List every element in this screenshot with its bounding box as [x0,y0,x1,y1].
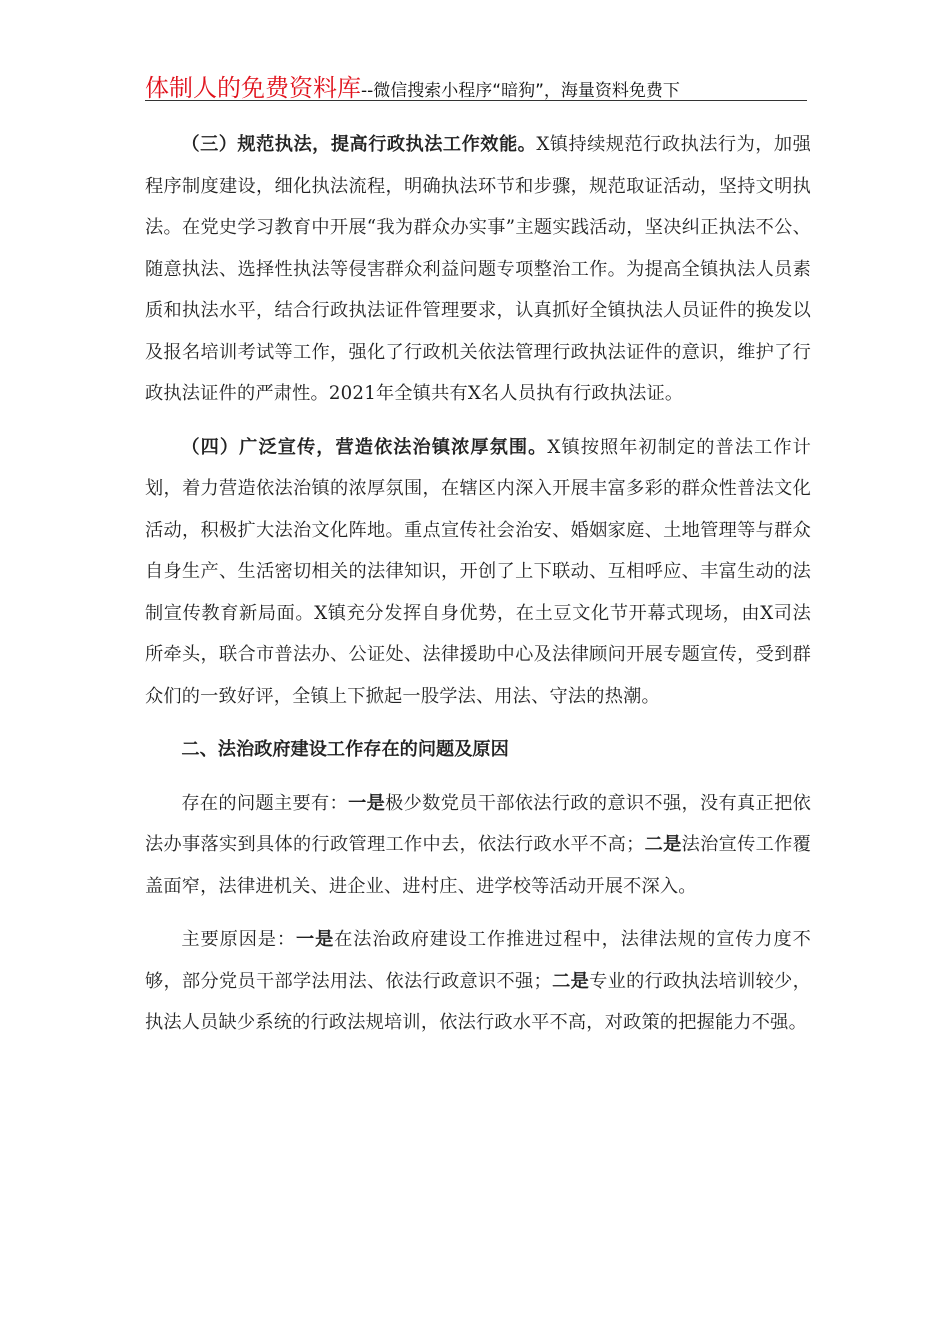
paragraph-text: 在法治政府建设工作推进过程中，法律法规的宣传力度不够，部分党员干部学法用法、依法行政意识不强； [145,929,811,992]
page-header [145,68,807,101]
header-brand: 体制人的免费资料库 [145,74,361,102]
section-heading: 二、法治政府建设工作存在的问题及原因 [181,739,509,760]
paragraph-causes [145,919,811,1044]
paragraph-lead: （三）规范执法，提高行政执法工作效能。 [181,134,537,155]
emphasis-second: 二是 [551,970,590,992]
emphasis-first: 一是 [296,929,335,950]
paragraph-text: X镇持续规范行政执法行为，加强程序制度建设，细化执法流程，明确执法环节和步骤，规范取证活动，坚持文明执法。在党史学习教育中开展“我为群众办实事”主题实践活动，坚决纠正执法不公、随意执法、选择性执法等侵害群众利益问题专项整治工作。为提高全镇执法人员素质和执法水平，结合行政执法证件管理要求，认真抓好全镇执法人员证件的换发以及报名培训考试等工作，强化了行政机关依法管理行政执法证件的意识，维护了行政执法证件的严肃性。2021年全镇共有X名人员执有行政执法证。 [145,134,811,404]
emphasis-second: 二是 [644,834,682,855]
paragraph-lead: （四）广泛宣传，营造依法治镇浓厚氛围。 [181,436,548,458]
paragraph-text: 法治宣传工作覆盖面窄，法律进机关、进企业、进村庄、进学校等活动开展不深入。 [145,834,811,897]
header-slogan: --微信搜索小程序“暗狗”，海量资料免费下 [361,81,680,101]
paragraph-publicity [145,427,811,718]
emphasis-first: 一是 [348,792,386,814]
paragraph-standardize-enforcement [145,124,811,415]
paragraph-text: X镇按照年初制定的普法工作计划，着力营造依法治镇的浓厚氛围，在辖区内深入开展丰富多彩的群众性普法文化活动，积极扩大法治文化阵地。重点宣传社会治安、婚姻家庭、土地管理等与群众自身生产、生活密切相关的法律知识，开创了上下联动、互相呼应、丰富生动的法制宣传教育新局面。X镇充分发挥自身优势，在土豆文化节开幕式现场，由X司法所牵头，联合市普法办、公证处、法律援助中心及法律顾问开展专题宣传，受到群众们的一致好评，全镇上下掀起一股学法、用法、守法的热潮。 [145,436,812,707]
paragraph-problems [145,783,811,908]
paragraph-text: 存在的问题主要有： [181,792,349,814]
paragraph-text: 极少数党员干部依法行政的意识不强，没有真正把依法办事落实到具体的行政管理工作中去，依法行政水平不高； [145,792,811,855]
document-body [145,124,811,1056]
paragraph-text: 主要原因是： [181,929,296,950]
paragraph-text: 专业的行政执法培训较少，执法人员缺少系统的行政法规培训，依法行政水平不高，对政策的把握能力不强。 [145,970,811,1033]
